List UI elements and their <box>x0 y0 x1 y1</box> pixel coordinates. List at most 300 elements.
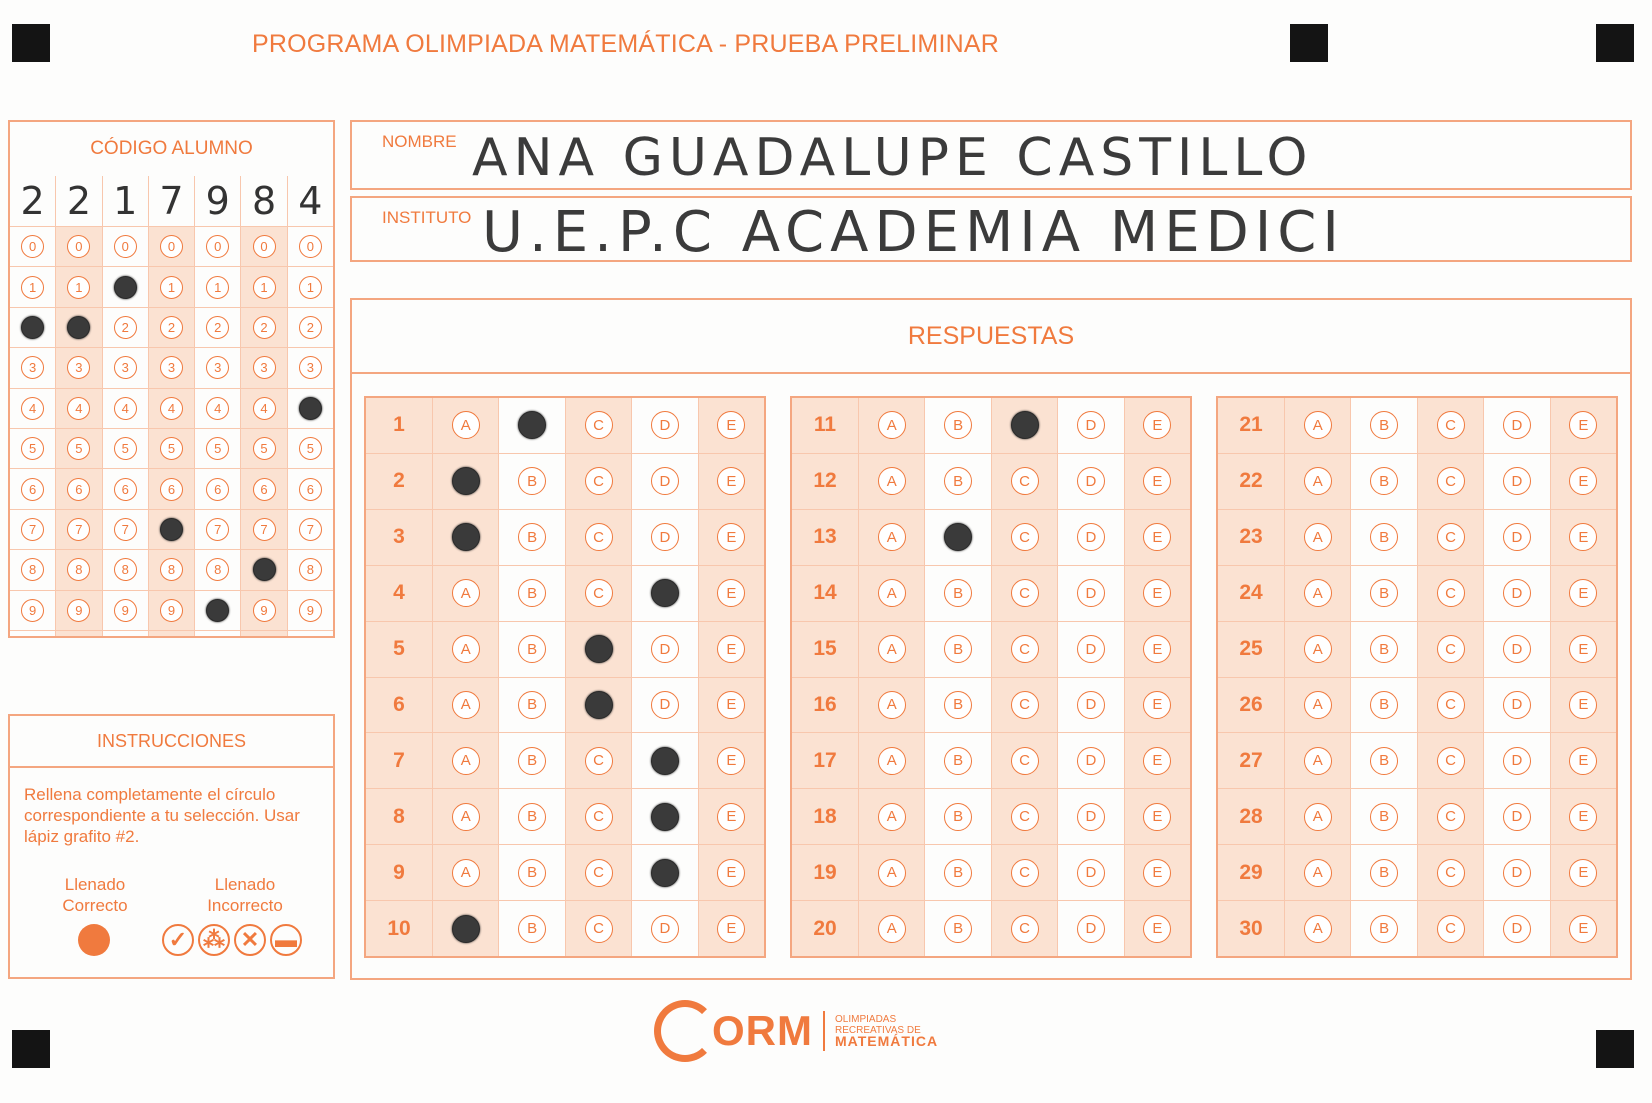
answer-bubble[interactable]: D <box>1077 523 1105 551</box>
answer-bubble[interactable]: A <box>1304 803 1332 831</box>
code-bubble[interactable]: 3 <box>67 356 90 379</box>
code-bubble-filled[interactable] <box>67 316 90 339</box>
answer-row <box>792 398 1190 454</box>
answer-option-cell <box>632 566 698 621</box>
answer-bubble[interactable]: C <box>1437 579 1465 607</box>
answer-bubble[interactable]: D <box>1077 635 1105 663</box>
code-cell <box>56 308 101 348</box>
code-bubble[interactable]: 5 <box>21 437 44 460</box>
answer-option-cell <box>699 510 764 565</box>
answer-bubble[interactable]: A <box>452 803 480 831</box>
answer-bubble[interactable]: A <box>1304 859 1332 887</box>
code-bubble[interactable]: 6 <box>206 478 229 501</box>
code-bubble[interactable]: 0 <box>114 235 137 258</box>
answer-bubble[interactable]: C <box>1011 803 1039 831</box>
answer-bubble[interactable]: C <box>585 467 613 495</box>
code-bubble[interactable]: 8 <box>21 558 44 581</box>
code-bubble[interactable]: 3 <box>206 356 229 379</box>
answer-bubble[interactable]: D <box>651 523 679 551</box>
answer-bubble[interactable]: E <box>1569 915 1597 943</box>
answer-option-cell <box>1418 398 1484 453</box>
code-bubble[interactable]: 4 <box>67 397 90 420</box>
answer-bubble[interactable]: E <box>1143 523 1171 551</box>
answer-bubble[interactable]: B <box>944 411 972 439</box>
code-bubble[interactable]: 7 <box>299 518 322 541</box>
answer-option-cell <box>433 566 499 621</box>
answer-bubble[interactable]: C <box>1437 803 1465 831</box>
question-number: 27 <box>1218 733 1285 788</box>
answer-option-cell <box>566 566 632 621</box>
answer-bubble[interactable]: A <box>452 635 480 663</box>
code-bubble[interactable]: 1 <box>253 276 276 299</box>
answer-bubble[interactable]: C <box>585 859 613 887</box>
answer-bubble[interactable]: D <box>1503 523 1531 551</box>
code-bubble[interactable]: 2 <box>114 316 137 339</box>
answer-bubble[interactable]: A <box>1304 747 1332 775</box>
code-bubble[interactable]: 3 <box>253 356 276 379</box>
answer-bubble[interactable]: E <box>1569 747 1597 775</box>
code-bubble[interactable]: 6 <box>253 478 276 501</box>
answer-option-cell <box>1285 622 1351 677</box>
answer-row <box>366 566 764 622</box>
answer-bubble[interactable]: B <box>1370 411 1398 439</box>
answer-bubble[interactable]: A <box>878 579 906 607</box>
code-bubble[interactable]: 3 <box>114 356 137 379</box>
sheet-title: PROGRAMA OLIMPIADA MATEMÁTICA - PRUEBA PRELIMINAR <box>252 30 999 58</box>
answer-bubble[interactable]: B <box>1370 859 1398 887</box>
answer-bubble[interactable]: E <box>1143 915 1171 943</box>
question-number: 1 <box>366 398 433 453</box>
answer-bubble[interactable]: D <box>1503 467 1531 495</box>
answer-bubble[interactable]: A <box>878 467 906 495</box>
answer-option-cell <box>1058 789 1124 844</box>
answer-bubble[interactable]: B <box>944 803 972 831</box>
answer-bubble-filled[interactable] <box>585 691 613 719</box>
answer-bubble[interactable]: E <box>1569 803 1597 831</box>
answer-bubble[interactable]: A <box>452 691 480 719</box>
code-bubble-filled[interactable] <box>114 276 137 299</box>
code-bubble[interactable]: 8 <box>206 558 229 581</box>
answer-bubble-filled[interactable] <box>1011 411 1039 439</box>
answer-bubble[interactable]: D <box>1503 747 1531 775</box>
code-cell <box>56 389 101 429</box>
code-bubble[interactable]: 7 <box>21 518 44 541</box>
answer-bubble[interactable]: C <box>1011 915 1039 943</box>
code-bubble[interactable]: 9 <box>114 599 137 622</box>
answer-bubble[interactable]: B <box>518 859 546 887</box>
code-bubble[interactable]: 9 <box>160 599 183 622</box>
answer-option-cell <box>1058 566 1124 621</box>
code-bubble[interactable]: 1 <box>160 276 183 299</box>
code-bubble[interactable]: 4 <box>206 397 229 420</box>
answer-option-cell <box>1285 901 1351 956</box>
answer-bubble[interactable]: B <box>944 579 972 607</box>
answer-bubble[interactable]: D <box>1503 691 1531 719</box>
code-bubble[interactable]: 9 <box>21 599 44 622</box>
question-number: 12 <box>792 454 859 509</box>
code-bubble[interactable]: 5 <box>67 437 90 460</box>
answer-bubble[interactable]: D <box>1077 411 1105 439</box>
answer-bubble[interactable]: C <box>1437 859 1465 887</box>
answer-option-cell <box>992 678 1058 733</box>
answer-bubble[interactable]: A <box>878 803 906 831</box>
code-bubble[interactable]: 4 <box>114 397 137 420</box>
answer-bubble[interactable]: D <box>1503 859 1531 887</box>
answer-bubble[interactable]: C <box>1011 747 1039 775</box>
answer-bubble[interactable]: B <box>518 523 546 551</box>
answer-option-cell <box>992 845 1058 900</box>
answer-bubble[interactable]: A <box>452 747 480 775</box>
answer-bubble[interactable]: D <box>1077 579 1105 607</box>
logo-line-1: OLIMPIADAS <box>835 1013 897 1025</box>
answer-option-cell <box>1125 398 1190 453</box>
answer-option-cell <box>925 622 991 677</box>
answer-row <box>1218 510 1616 566</box>
answer-option-cell <box>1351 845 1417 900</box>
code-bubble[interactable]: 9 <box>253 599 276 622</box>
code-cell <box>195 348 240 388</box>
code-bubble[interactable]: 2 <box>253 316 276 339</box>
logo-divider <box>823 1011 825 1051</box>
answer-bubble-filled[interactable] <box>452 915 480 943</box>
code-bubble[interactable]: 5 <box>160 437 183 460</box>
answer-bubble-filled[interactable] <box>585 635 613 663</box>
answer-option-cell <box>699 566 764 621</box>
code-bubble[interactable]: 3 <box>160 356 183 379</box>
answer-bubble-filled[interactable] <box>651 803 679 831</box>
answer-bubble-filled[interactable] <box>651 579 679 607</box>
code-cell <box>10 550 55 590</box>
answer-bubble[interactable]: A <box>1304 915 1332 943</box>
question-number: 18 <box>792 789 859 844</box>
answer-bubble[interactable]: C <box>1011 579 1039 607</box>
answer-bubble[interactable]: B <box>944 747 972 775</box>
code-cell <box>149 348 194 388</box>
answer-option-cell <box>992 566 1058 621</box>
answer-bubble[interactable]: A <box>452 579 480 607</box>
answer-bubble-filled[interactable] <box>944 523 972 551</box>
answer-bubble[interactable]: E <box>717 635 745 663</box>
answer-bubble[interactable]: D <box>1503 915 1531 943</box>
answer-bubble[interactable]: E <box>717 691 745 719</box>
incorrect-fill-examples <box>162 924 302 956</box>
answer-bubble-filled[interactable] <box>452 523 480 551</box>
answer-bubble[interactable]: B <box>1370 803 1398 831</box>
answer-bubble[interactable]: E <box>717 915 745 943</box>
answer-bubble[interactable]: E <box>717 411 745 439</box>
answer-bubble[interactable]: C <box>585 803 613 831</box>
answer-bubble[interactable]: B <box>1370 523 1398 551</box>
answer-option-cell <box>992 789 1058 844</box>
code-bubble[interactable]: 0 <box>253 235 276 258</box>
code-cell <box>288 267 333 307</box>
code-bubble[interactable]: 4 <box>160 397 183 420</box>
answer-bubble[interactable]: D <box>1077 691 1105 719</box>
answer-bubble[interactable]: B <box>518 803 546 831</box>
partial-fill-icon: ▬ <box>270 924 302 956</box>
answer-bubble[interactable]: D <box>651 915 679 943</box>
answer-bubble[interactable]: E <box>717 859 745 887</box>
answer-bubble[interactable]: A <box>1304 635 1332 663</box>
answer-bubble[interactable]: E <box>717 523 745 551</box>
answer-bubble[interactable]: B <box>518 579 546 607</box>
code-bubble[interactable]: 0 <box>299 235 322 258</box>
code-bubble[interactable]: 4 <box>21 397 44 420</box>
answer-bubble[interactable]: C <box>1437 635 1465 663</box>
answer-bubble[interactable]: C <box>1437 467 1465 495</box>
code-bubble[interactable]: 3 <box>299 356 322 379</box>
code-bubble[interactable]: 9 <box>67 599 90 622</box>
correct-fill-label: Llenado Correcto <box>62 875 128 915</box>
answer-bubble[interactable]: D <box>1077 803 1105 831</box>
code-handwritten-digit: 9 <box>195 176 240 227</box>
answer-bubble[interactable]: B <box>944 859 972 887</box>
code-cell <box>56 591 101 631</box>
answer-bubble[interactable]: A <box>1304 467 1332 495</box>
code-cell <box>195 389 240 429</box>
answer-bubble[interactable]: E <box>1143 803 1171 831</box>
answer-option-cell <box>1484 398 1550 453</box>
answer-bubble[interactable]: C <box>1011 859 1039 887</box>
code-cell <box>10 591 55 631</box>
answer-bubble[interactable]: A <box>878 859 906 887</box>
answer-option-cell <box>1125 789 1190 844</box>
answer-bubble[interactable]: A <box>452 859 480 887</box>
answer-bubble[interactable]: D <box>651 411 679 439</box>
answer-bubble[interactable]: E <box>1143 411 1171 439</box>
answer-bubble[interactable]: B <box>1370 579 1398 607</box>
answer-option-cell <box>925 510 991 565</box>
answer-option-cell <box>566 678 632 733</box>
answer-bubble[interactable]: A <box>878 915 906 943</box>
question-number: 11 <box>792 398 859 453</box>
code-bubble[interactable]: 4 <box>253 397 276 420</box>
code-cell <box>149 510 194 550</box>
answer-bubble[interactable]: E <box>717 747 745 775</box>
answer-option-cell <box>499 622 565 677</box>
answer-bubble[interactable]: E <box>1569 691 1597 719</box>
code-bubble[interactable]: 1 <box>67 276 90 299</box>
answer-bubble[interactable]: E <box>717 579 745 607</box>
code-bubble-filled[interactable] <box>253 558 276 581</box>
answer-bubble[interactable]: E <box>1569 523 1597 551</box>
code-bubble[interactable]: 2 <box>206 316 229 339</box>
code-cell <box>241 591 286 631</box>
code-bubble-filled[interactable] <box>299 397 322 420</box>
question-number: 26 <box>1218 678 1285 733</box>
answer-bubble[interactable]: D <box>1077 747 1105 775</box>
answer-bubble[interactable]: B <box>518 747 546 775</box>
code-bubble-filled[interactable] <box>206 599 229 622</box>
answer-bubble[interactable]: B <box>944 915 972 943</box>
answer-option-cell <box>1551 398 1616 453</box>
answer-bubble[interactable]: C <box>1437 747 1465 775</box>
answer-bubble[interactable]: B <box>518 691 546 719</box>
code-bubble[interactable]: 0 <box>21 235 44 258</box>
answer-bubble[interactable]: A <box>878 635 906 663</box>
code-cell <box>149 550 194 590</box>
answer-bubble[interactable]: C <box>1437 691 1465 719</box>
code-bubble[interactable]: 3 <box>21 356 44 379</box>
code-bubble[interactable]: 6 <box>21 478 44 501</box>
answer-bubble[interactable]: B <box>1370 747 1398 775</box>
answer-bubble[interactable]: D <box>1503 635 1531 663</box>
answer-bubble[interactable]: A <box>878 411 906 439</box>
code-bubble[interactable]: 6 <box>299 478 322 501</box>
answer-option-cell <box>499 678 565 733</box>
answer-bubble[interactable]: E <box>1143 691 1171 719</box>
code-bubble[interactable]: 7 <box>206 518 229 541</box>
answer-bubble-filled[interactable] <box>518 411 546 439</box>
code-bubble[interactable]: 5 <box>253 437 276 460</box>
code-bubble[interactable]: 8 <box>114 558 137 581</box>
answer-bubble[interactable]: B <box>944 467 972 495</box>
answer-bubble[interactable]: E <box>1143 747 1171 775</box>
answer-bubble[interactable]: A <box>452 411 480 439</box>
answer-bubble[interactable]: B <box>1370 915 1398 943</box>
answer-bubble[interactable]: A <box>878 747 906 775</box>
answer-option-cell <box>1551 510 1616 565</box>
code-bubble[interactable]: 0 <box>206 235 229 258</box>
answer-option-cell <box>499 398 565 453</box>
answer-row <box>1218 845 1616 901</box>
answer-bubble[interactable]: A <box>1304 523 1332 551</box>
code-bubble[interactable]: 5 <box>299 437 322 460</box>
answer-bubble[interactable]: C <box>585 579 613 607</box>
code-cell <box>241 348 286 388</box>
answer-bubble[interactable]: E <box>717 803 745 831</box>
code-bubble[interactable]: 8 <box>299 558 322 581</box>
code-cell <box>195 510 240 550</box>
answer-bubble[interactable]: D <box>1503 803 1531 831</box>
code-cell <box>149 591 194 631</box>
code-cell <box>10 348 55 388</box>
answer-bubble[interactable]: D <box>651 635 679 663</box>
code-bubble[interactable]: 8 <box>67 558 90 581</box>
code-bubble[interactable]: 0 <box>67 235 90 258</box>
code-bubble[interactable]: 5 <box>114 437 137 460</box>
answer-bubble[interactable]: B <box>1370 691 1398 719</box>
answer-bubble[interactable]: C <box>1437 915 1465 943</box>
answer-bubble[interactable]: E <box>1143 467 1171 495</box>
answer-option-cell <box>632 901 698 956</box>
answer-bubble[interactable]: D <box>1077 915 1105 943</box>
answer-bubble[interactable]: A <box>878 523 906 551</box>
answer-option-cell <box>499 733 565 788</box>
code-bubble[interactable]: 1 <box>21 276 44 299</box>
answer-option-cell <box>925 566 991 621</box>
answer-bubble[interactable]: C <box>585 523 613 551</box>
answer-bubble[interactable]: A <box>1304 691 1332 719</box>
answer-bubble[interactable]: E <box>717 467 745 495</box>
code-bubble[interactable]: 2 <box>299 316 322 339</box>
code-bubble[interactable]: 8 <box>160 558 183 581</box>
institute-field[interactable] <box>350 196 1632 265</box>
answer-block-21-30 <box>1216 396 1618 958</box>
name-field[interactable] <box>350 120 1632 190</box>
answer-bubble[interactable]: B <box>944 691 972 719</box>
answer-bubble[interactable]: E <box>1569 467 1597 495</box>
answer-bubble[interactable]: A <box>1304 579 1332 607</box>
answer-bubble[interactable]: D <box>1077 859 1105 887</box>
answer-bubble[interactable]: B <box>518 635 546 663</box>
answer-bubble[interactable]: D <box>1503 579 1531 607</box>
answer-bubble[interactable]: A <box>878 691 906 719</box>
answer-block-11-20 <box>790 396 1192 958</box>
code-bubble[interactable]: 6 <box>160 478 183 501</box>
code-cell <box>195 227 240 267</box>
code-bubble[interactable]: 7 <box>253 518 276 541</box>
answer-bubble[interactable]: D <box>651 467 679 495</box>
code-bubble[interactable]: 2 <box>160 316 183 339</box>
answer-option-cell <box>1551 566 1616 621</box>
question-number: 20 <box>792 901 859 956</box>
answer-bubble[interactable]: A <box>1304 411 1332 439</box>
answer-bubble-filled[interactable] <box>651 859 679 887</box>
answer-option-cell <box>1058 510 1124 565</box>
code-bubble[interactable]: 6 <box>67 478 90 501</box>
answer-bubble[interactable]: E <box>1143 579 1171 607</box>
answer-bubble[interactable]: B <box>518 467 546 495</box>
answer-bubble[interactable]: C <box>1011 635 1039 663</box>
code-bubble[interactable]: 1 <box>206 276 229 299</box>
code-bubble-filled[interactable] <box>21 316 44 339</box>
answer-bubble[interactable]: E <box>1569 411 1597 439</box>
code-bubble[interactable]: 9 <box>299 599 322 622</box>
answer-bubble-filled[interactable] <box>651 747 679 775</box>
answer-bubble[interactable]: C <box>585 411 613 439</box>
answer-bubble[interactable]: D <box>651 691 679 719</box>
code-cell <box>149 389 194 429</box>
answer-option-cell <box>699 733 764 788</box>
answer-bubble[interactable]: C <box>585 747 613 775</box>
code-bubble-filled[interactable] <box>160 518 183 541</box>
answer-bubble[interactable]: C <box>585 915 613 943</box>
code-bubble[interactable]: 7 <box>114 518 137 541</box>
answer-bubble[interactable]: E <box>1569 859 1597 887</box>
answer-bubble[interactable]: E <box>1143 635 1171 663</box>
code-bubble[interactable]: 0 <box>160 235 183 258</box>
code-bubble[interactable]: 1 <box>299 276 322 299</box>
student-code-panel <box>8 120 335 638</box>
answer-bubble[interactable]: C <box>1437 523 1465 551</box>
answer-option-cell <box>566 901 632 956</box>
answer-bubble[interactable]: B <box>1370 467 1398 495</box>
answer-bubble[interactable]: C <box>1011 467 1039 495</box>
code-bubble[interactable]: 7 <box>67 518 90 541</box>
answer-bubble[interactable]: B <box>518 915 546 943</box>
answer-bubble[interactable]: C <box>1437 411 1465 439</box>
answer-bubble[interactable]: B <box>1370 635 1398 663</box>
answer-option-cell <box>859 678 925 733</box>
answer-bubble[interactable]: E <box>1569 635 1597 663</box>
question-number: 15 <box>792 622 859 677</box>
answer-bubble[interactable]: D <box>1077 467 1105 495</box>
question-number: 6 <box>366 678 433 733</box>
answer-bubble[interactable]: C <box>1011 691 1039 719</box>
answer-bubble[interactable]: E <box>1143 859 1171 887</box>
answer-bubble[interactable]: C <box>1011 523 1039 551</box>
answer-bubble[interactable]: E <box>1569 579 1597 607</box>
code-cell <box>241 469 286 509</box>
code-cell <box>56 267 101 307</box>
answer-bubble[interactable]: D <box>1503 411 1531 439</box>
code-bubble[interactable]: 6 <box>114 478 137 501</box>
answer-bubble[interactable]: B <box>944 635 972 663</box>
code-bubble[interactable]: 5 <box>206 437 229 460</box>
answer-bubble-filled[interactable] <box>452 467 480 495</box>
answer-option-cell <box>992 733 1058 788</box>
